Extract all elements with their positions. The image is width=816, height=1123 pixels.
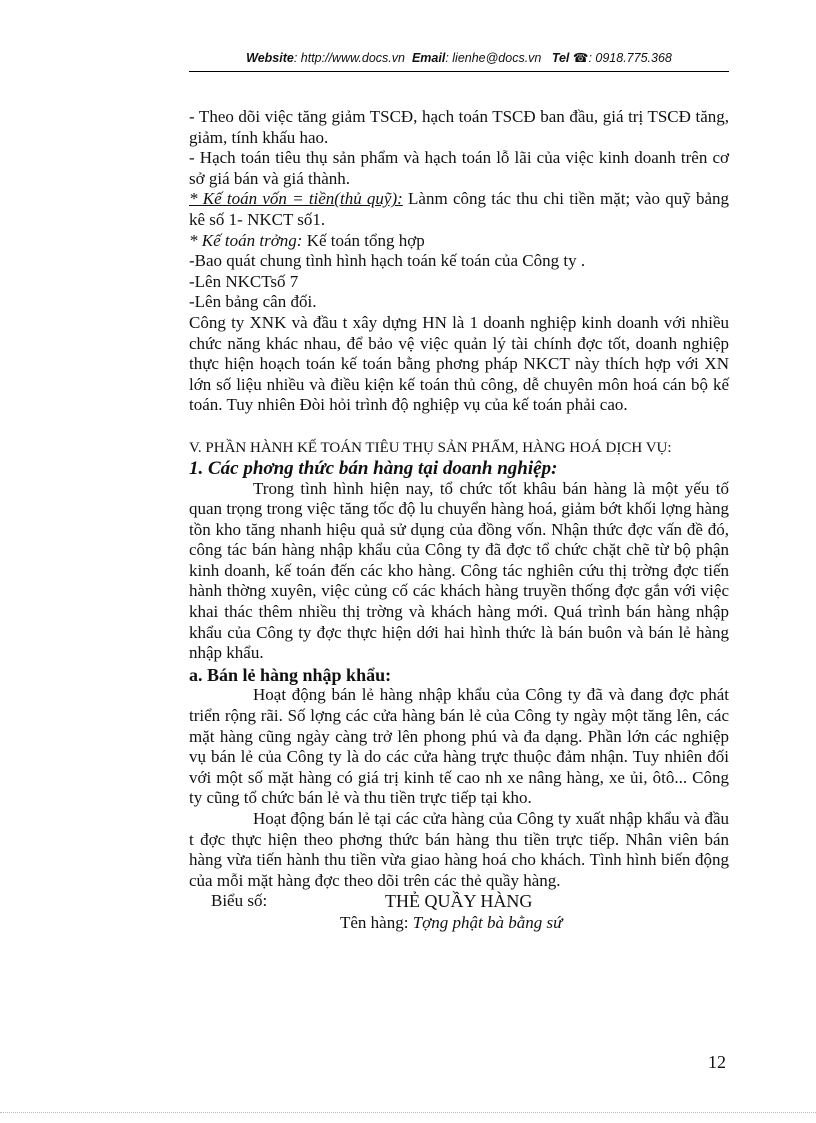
page-number: 12 xyxy=(708,1052,726,1072)
paragraph-retail-2: Hoạt động bán lẻ tại các cửa hàng của Công ty xuất nhập khẩu và đầu t đợc thực hiện theo phơng thức bán hàng thu tiền trực tiếp. Nhân viên bán hàng vừa tiến hành thu tiền vừa giao hàng hoá cho khách. Tình hình biến động của mỗi mặt hàng đợc theo dõi trên các thẻ quầy hàng. xyxy=(189,809,729,890)
email-label: Email xyxy=(411,51,446,65)
line-can-doi: -Lên bảng cân đối. xyxy=(189,292,317,312)
item-value: Tợng phật bà bằng sứ xyxy=(412,913,563,933)
footer-divider xyxy=(0,1112,816,1113)
line-tieu-thu: - Hạch toán tiêu thụ sản phẩm và hạch toán lỗ lãi của việc kinh doanh trên cơ sở giá bán và giá thành. xyxy=(189,148,729,188)
tel-value: : 0918.775.368 xyxy=(588,51,672,65)
section-heading-v: V. PHẦN HÀNH KẾ TOÁN TIÊU THỤ SẢN PHẨM, HÀNG HOÁ DỊCH VỤ: xyxy=(189,439,672,456)
section-heading-1: 1. Các phơng thức bán hàng tại doanh nghiệp: xyxy=(189,457,558,479)
website-value: : http://www.docs.vn xyxy=(293,51,405,65)
ke-toan-truong-text: Kế toán tổng hợp xyxy=(302,230,425,250)
line-ke-toan-truong xyxy=(189,231,729,252)
item-label: Tên hàng: xyxy=(340,913,413,933)
line-tscd: - Theo dõi việc tăng giảm TSCĐ, hạch toán TSCĐ ban đầu, giá trị TSCĐ tăng, giảm, tính khấu hao. xyxy=(189,107,729,147)
document-body xyxy=(189,107,729,934)
card-heading-row xyxy=(189,891,729,913)
paragraph-retail-1: Hoạt động bán lẻ hàng nhập khẩu của Công ty đã và đang đợc phát triển rộng rãi. Số lợng các cửa hàng bán lẻ của Công ty ngày một tăng lên, các mặt hàng cũng ngày càng trở lên phong phú và đa dạng. Phần lớn các nghiệp vụ bán lẻ của Công ty là do các cửa hàng trực thuộc đảm nhận. Tuy nhiên đối với một số mặt hàng có giá trị kinh tế cao nh xe nâng hàng, xe ủi, ôtô... Công ty cũng tổ chức bán lẻ và thu tiền trực tiếp tại kho. xyxy=(189,685,729,808)
website-label: Website xyxy=(246,51,294,65)
line-bao-quat: -Bao quát chung tình hình hạch toán kế toán của Công ty . xyxy=(189,251,586,271)
card-title: THẺ QUẦY HÀNG xyxy=(385,891,533,912)
spacer xyxy=(189,416,729,438)
header-rule xyxy=(189,71,729,72)
card-item-line xyxy=(189,913,729,934)
tel-label: Tel ☎ xyxy=(551,51,589,65)
paragraph-sales-methods: Trong tình hình hiện nay, tổ chức tốt khâu bán hàng là một yếu tố quan trọng trong việc tăng tốc độ lu chuyển hàng hoá, giảm bớt khối lợng hàng tồn kho tăng nhanh hiệu quả sử dụng của đồng vốn. Nhận thức đợc vấn đề đó, công tác bán hàng nhập khẩu của Công ty đã đợc tổ chức chặt chẽ từ bộ phận kinh doanh, kế toán đến các kho hàng. Công tác nghiên cứu thị trờng đợc tiến hành thờng xuyên, việc củng cố các khách hàng truyền thống đợc gắn với việc khai thác thêm nhiều thị trờng và khách hàng mới. Quá trình bán hàng nhập khẩu của Công ty đợc thực hiện dới hai hình thức là bán buôn và bán lẻ hàng nhập khẩu. xyxy=(189,478,729,663)
subsection-heading-a: a. Bán lẻ hàng nhập khẩu: xyxy=(189,664,392,685)
ke-toan-truong-label: * Kế toán trởng: xyxy=(189,230,303,250)
email-value: : lienhe@docs.vn xyxy=(445,51,542,65)
page-header xyxy=(189,50,729,65)
ke-toan-von-text: Lànm công tác thu chi tiền mặt; vào quỹ bảng kê số 1- NKCT số1. xyxy=(189,189,729,229)
line-ke-toan-von xyxy=(189,189,729,230)
line-nkct: -Lên NKCTsố 7 xyxy=(189,271,299,291)
ke-toan-von-label: * Kế toán vốn = tiền(thủ quỹ): xyxy=(189,189,403,209)
bieu-so-label: Biểu số: xyxy=(211,891,268,911)
paragraph-company: Công ty XNK và đầu t xây dựng HN là 1 doanh nghiệp kinh doanh với nhiều chức năng khác nhau, để bảo vệ việc quản lý tài chính đợc tốt, doanh nghiệp thực hiện hoạch toán kế toán bằng phơng pháp NKCT này thích hợp với XN lớn số liệu nhiều và điều kiện kế toán thủ công, dễ chuyên môn hoá cán bộ kế toán. Tuy nhiên Đòi hỏi trình độ nghiệp vụ của kế toán phải cao. xyxy=(189,312,729,415)
